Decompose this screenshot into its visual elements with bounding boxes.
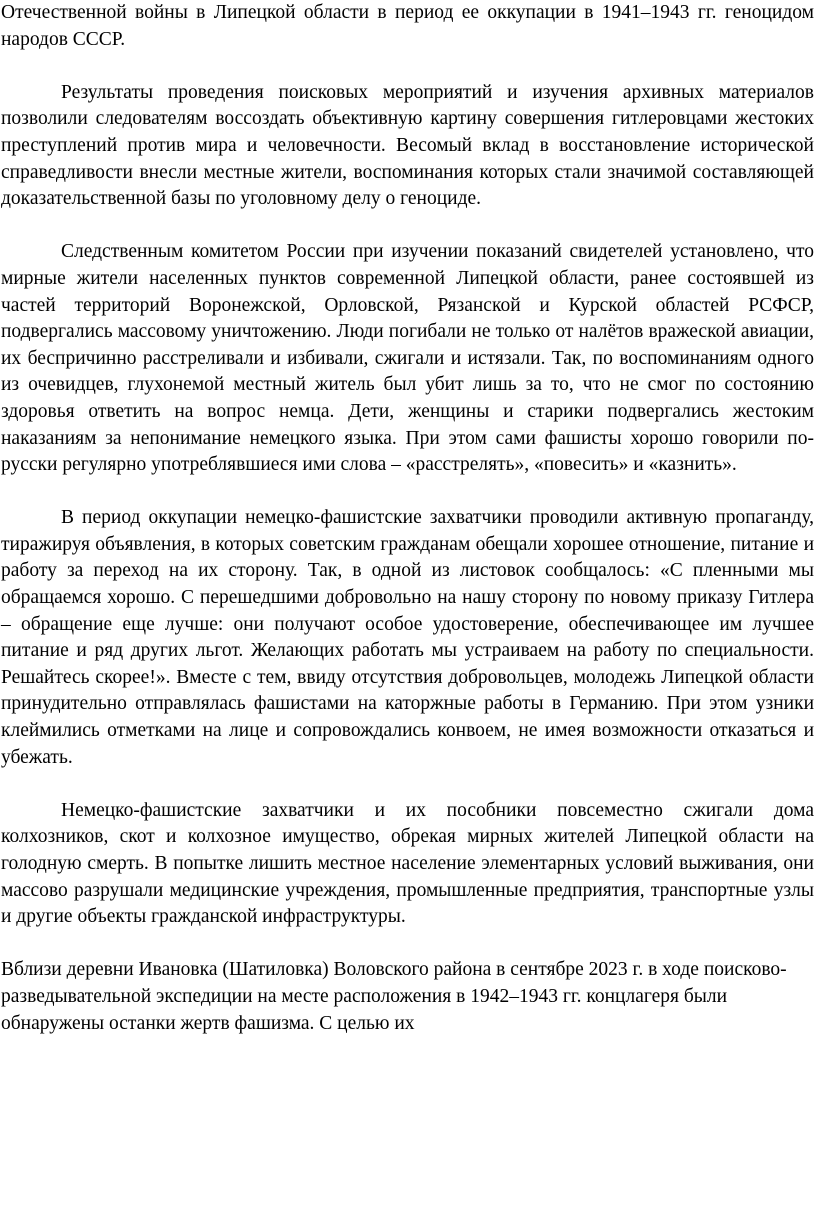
paragraph-continuation: Отечественной войны в Липецкой области в период ее оккупации в 1941–1943 гг. геноцидом народов СССР.	[1, 2, 814, 50]
paragraph-propaganda: В период оккупации немецко-фашистские захватчики проводили активную пропаганду, тиражируя объявления, в которых советским гражданам обещали хорошее отношение, питание и работу за переход на их сторону. Так, в одной из листовок сообщалось: «С пленными мы обращаемся хорошо. С перешедшими добровольно на нашу сторону по новому приказу Гитлера – обращение еще лучше: они получают особое удостоверение, обеспечивающее им лучшее питание и ряд других льгот. Желающих работать мы устраиваем на работу по специальности. Решайтесь скорее!». Вместе с тем, ввиду отсутствия добровольцев, молодежь Липецкой области принудительно отправлялась фашистами на каторжные работы в Германию. При этом узники клеймились отметками на лице и сопровождались конвоем, не имея возможности отказаться и убежать.	[1, 507, 814, 768]
paragraph-destruction: Немецко-фашистские захватчики и их пособники повсеместно сжигали дома колхозников, скот и колхозное имущество, обрекая мирных жителей Липецкой области на голодную смерть. В попытке лишить местное население элементарных условий выживания, они массово разрушали медицинские учреждения, промышленные предприятия, транспортные узлы и другие объекты гражданской инфраструктуры.	[1, 799, 814, 928]
paragraph-ivanovka-findings: Вблизи деревни Ивановка (Шатиловка) Воловского района в сентябре 2023 г. в ходе поисково-разведывательной экспедиции на месте расположения в 1942–1943 гг. концлагеря были обнаружены останки жертв фашизма. С целью их	[1, 959, 787, 1034]
paragraph-investigation-results: Результаты проведения поисковых мероприятий и изучения архивных материалов позволили следователям воссоздать объективную картину совершения гитлеровцами жестоких преступлений против мира и человечности. Весомый вклад в восстановление исторической справедливости внесли местные жители, воспоминания которых стали значимой составляющей доказательственной базы по уголовному делу о геноциде.	[1, 81, 814, 210]
paragraph-witness-testimony: Следственным комитетом России при изучении показаний свидетелей установлено, что мирные жители населенных пунктов современной Липецкой области, ранее состоявшей из частей территорий Воронежской, Орловской, Рязанской и Курской областей РСФСР, подвергались массовому уничтожению. Люди погибали не только от налётов вражеской авиации, их беспричинно расстреливали и избивали, сжигали и истязали. Так, по воспоминаниям одного из очевидцев, глухонемой местный житель был убит лишь за то, что не смог по состоянию здоровья ответить на вопрос немца. Дети, женщины и старики подвергались жестоким наказаниям за непонимание немецкого языка. При этом сами фашисты хорошо говорили по-русски регулярно употреблявшиеся ими слова – «расстрелять», «повесить» и «казнить».	[1, 241, 814, 476]
